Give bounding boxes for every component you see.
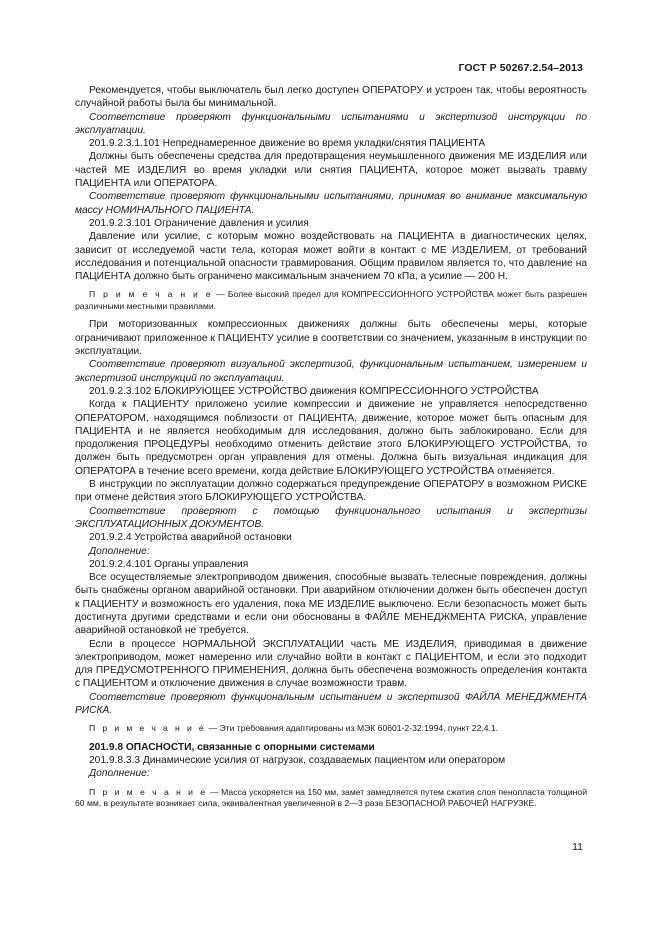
note	[75, 787, 587, 810]
paragraph-text: Рекомендуется, чтобы выключатель был легко доступен ОПЕРАТОРУ и устроен так, чтобы вероятность случайной работы была бы минимальной.	[75, 85, 587, 110]
paragraph-text: Соответствие проверяют функциональным испытанием и экспертизой ФАЙЛА МЕНЕДЖМЕНТА РИСКА.	[75, 691, 587, 717]
paragraph-text: Если в процессе НОРМАЛЬНОЙ ЭКСПЛУАТАЦИИ часть МЕ ИЗДЕЛИЯ, приводимая в движение электроприводом, может намеренно или случайно войти в контакт с ПАЦИЕНТОМ, и если это подходит для ПРЕДУСМОТРЕННОГО ПРИМЕНЕНИЯ, должна быть обеспечена возможность определения контакта с ПАЦИЕНТОМ и отключение движения в случае возможности травм.	[75, 638, 587, 690]
paragraph-text: 201.9.2.4.101 Органы управления	[89, 558, 249, 570]
paragraph-text: Должны быть обеспечены средства для предотвращения неумышленного движения МЕ ИЗДЕЛИЯ или частей МЕ ИЗДЕЛИЯ во время укладки или снятия ПАЦИЕНТА, которое может вызвать травму ПАЦИЕНТА или ОПЕРАТОРА.	[75, 151, 587, 190]
note	[75, 723, 587, 735]
paragraph	[75, 571, 587, 637]
addition-label	[75, 545, 587, 558]
paragraph	[75, 478, 587, 505]
paragraph-text: Соответствие проверяют функциональными испытаниями и экспертизой инструкции по эксплуатации.	[75, 111, 587, 136]
clause-title	[75, 531, 587, 544]
paragraph-text: Все осуществляемые электроприводом движения, способные вызвать телесные повреждения, должны быть снабжены органом аварийной остановки. При аварийном отключении должен быть обеспечен доступ к ПАЦИЕНТУ и возможность его удаления, пока МЕ ИЗДЕЛИЕ выключено. Если безопасность может быть достигнута другими средствами и если они обоснованы в ФАЙЛЕ МЕНЕДЖМЕНТА РИСКА, управление аварийной остановкой не требуется.	[75, 572, 587, 637]
compliance-paragraph	[75, 505, 587, 532]
paragraph-text: 201.9.2.3.1.101 Непреднамеренное движение во время укладки/снятия ПАЦИЕНТА	[89, 138, 486, 150]
document-body	[75, 84, 587, 816]
paragraph-text: Дополнение:	[89, 545, 150, 557]
clause-title	[75, 217, 587, 230]
note-text: — Более высокий предел для КОМПРЕССИОННОГО УСТРОЙСТВА может быть разрешен различными местными правилами.	[75, 289, 587, 311]
note-label: П р и м е ч а н и е	[89, 289, 213, 300]
clause-title	[75, 385, 587, 398]
section-title: ОПАСНОСТИ, связанные с опорными системами	[125, 741, 375, 753]
addition-label	[75, 767, 587, 780]
paragraph-text: При моторизованных компрессионных движениях должны быть обеспечены меры, которые ограничивают приложенное к ПАЦИЕНТУ усилие в соответствии со значением, указанным в инструкции по эксплуатации.	[75, 319, 587, 358]
note-label: П р и м е ч а н и е	[89, 786, 208, 797]
section-number: 201.9.8	[89, 741, 123, 753]
note-text: — Эти требования адаптированы из МЭК 60601-2-32:1994, пункт 22.4.1.	[206, 723, 499, 734]
paragraph-text: Соответствие проверяют визуальной экспертизой, функциональным испытанием, измерением и экспертизой инструкций по эксплуатации.	[75, 359, 587, 384]
paragraph	[75, 638, 587, 691]
paragraph-text: Соответствие проверяют функциональными испытаниями, принимая во внимание максимальную массу НОМИНАЛЬНОГО ПАЦИЕНТА.	[75, 191, 587, 216]
compliance-paragraph	[75, 190, 587, 217]
clause-title	[75, 558, 587, 571]
paragraph	[75, 398, 587, 478]
paragraph	[75, 150, 587, 190]
standard-designation: ГОСТ Р 50267.2.54–2013	[458, 62, 583, 74]
paragraph-text: 201.9.2.3.102 БЛОКИРУЮЩЕЕ УСТРОЙСТВО движения КОМПРЕССИОННОГО УСТРОЙСТВА	[89, 385, 539, 397]
paragraph-text: Когда к ПАЦИЕНТУ приложено усилие компрессии и движение не управляется непосредственно ОПЕРАТОРОМ, находящимся поблизости от ПАЦИЕНТА, движение, которое может быть опасным для ПАЦИЕНТА и не является необходимым для исследования, должно быть заблокировано. Если для продолжения ПРОЦЕДУРЫ необходимо отменить действие этого БЛОКИРУЮЩЕГО УСТРОЙСТВА, то должен быть предусмотрен орган управления для отмены. Должна быть визуальная индикация для ОПЕРАТОРА в течение всего времени, когда действие БЛОКИРУЮЩЕГО УСТРОЙСТВА отменяется.	[75, 399, 587, 477]
paragraph	[75, 318, 587, 358]
note	[75, 289, 587, 312]
paragraph-text: Давление или усилие, с которым можно воздействовать на ПАЦИЕНТА в диагностических целях, зависит от исследуемой части тела, которая может войти в контакт с МЕ ИЗДЕЛИЕМ, от требований исследования и потенциальной опасности травмирования. Общим правилом является то, что давление на ПАЦИЕНТА должно быть ограничено максимальным значением 70 кПа, а усилие — 200 Н.	[75, 231, 587, 283]
paragraph-text: Соответствие проверяют с помощью функционального испытания и экспертизы ЭКСПЛУАТАЦИОННЫХ ДОКУМЕНТОВ.	[75, 505, 587, 530]
paragraph-text: 201.9.2.4 Устройства аварийной остановки	[89, 532, 292, 544]
compliance-paragraph	[75, 358, 587, 385]
paragraph	[75, 230, 587, 283]
compliance-paragraph	[75, 111, 587, 138]
page-number: 11	[572, 841, 583, 853]
paragraph	[75, 84, 587, 111]
clause-title	[75, 137, 587, 150]
note-label: П р и м е ч а н и е	[89, 723, 207, 734]
section-heading	[75, 741, 587, 754]
note-text: — Масса ускоряется на 150 мм, замет замедляется путем сжатия слоя пенопласта толщиной 60 мм, в результате возникает сила, эквивалентная увеличенной в 2—3 раза БЕЗОПАСНОЙ РАБОЧЕЙ НАГРУЗКЕ.	[75, 786, 587, 809]
compliance-paragraph	[75, 691, 587, 718]
clause-title	[75, 754, 587, 767]
paragraph-text: В инструкции по эксплуатации должно содержаться предупреждение ОПЕРАТОРУ в возможном РИСКЕ при отмене действия этого БЛОКИРУЮЩЕГО УСТРОЙСТВА.	[75, 479, 587, 504]
paragraph-text: Дополнение:	[89, 768, 150, 780]
paragraph-text: 201.9.2.3.101 Ограничение давления и усилия	[89, 217, 309, 229]
paragraph-text: 201.9.8.3.3 Динамические усилия от нагрузок, создаваемых пациентом или оператором	[89, 755, 506, 767]
